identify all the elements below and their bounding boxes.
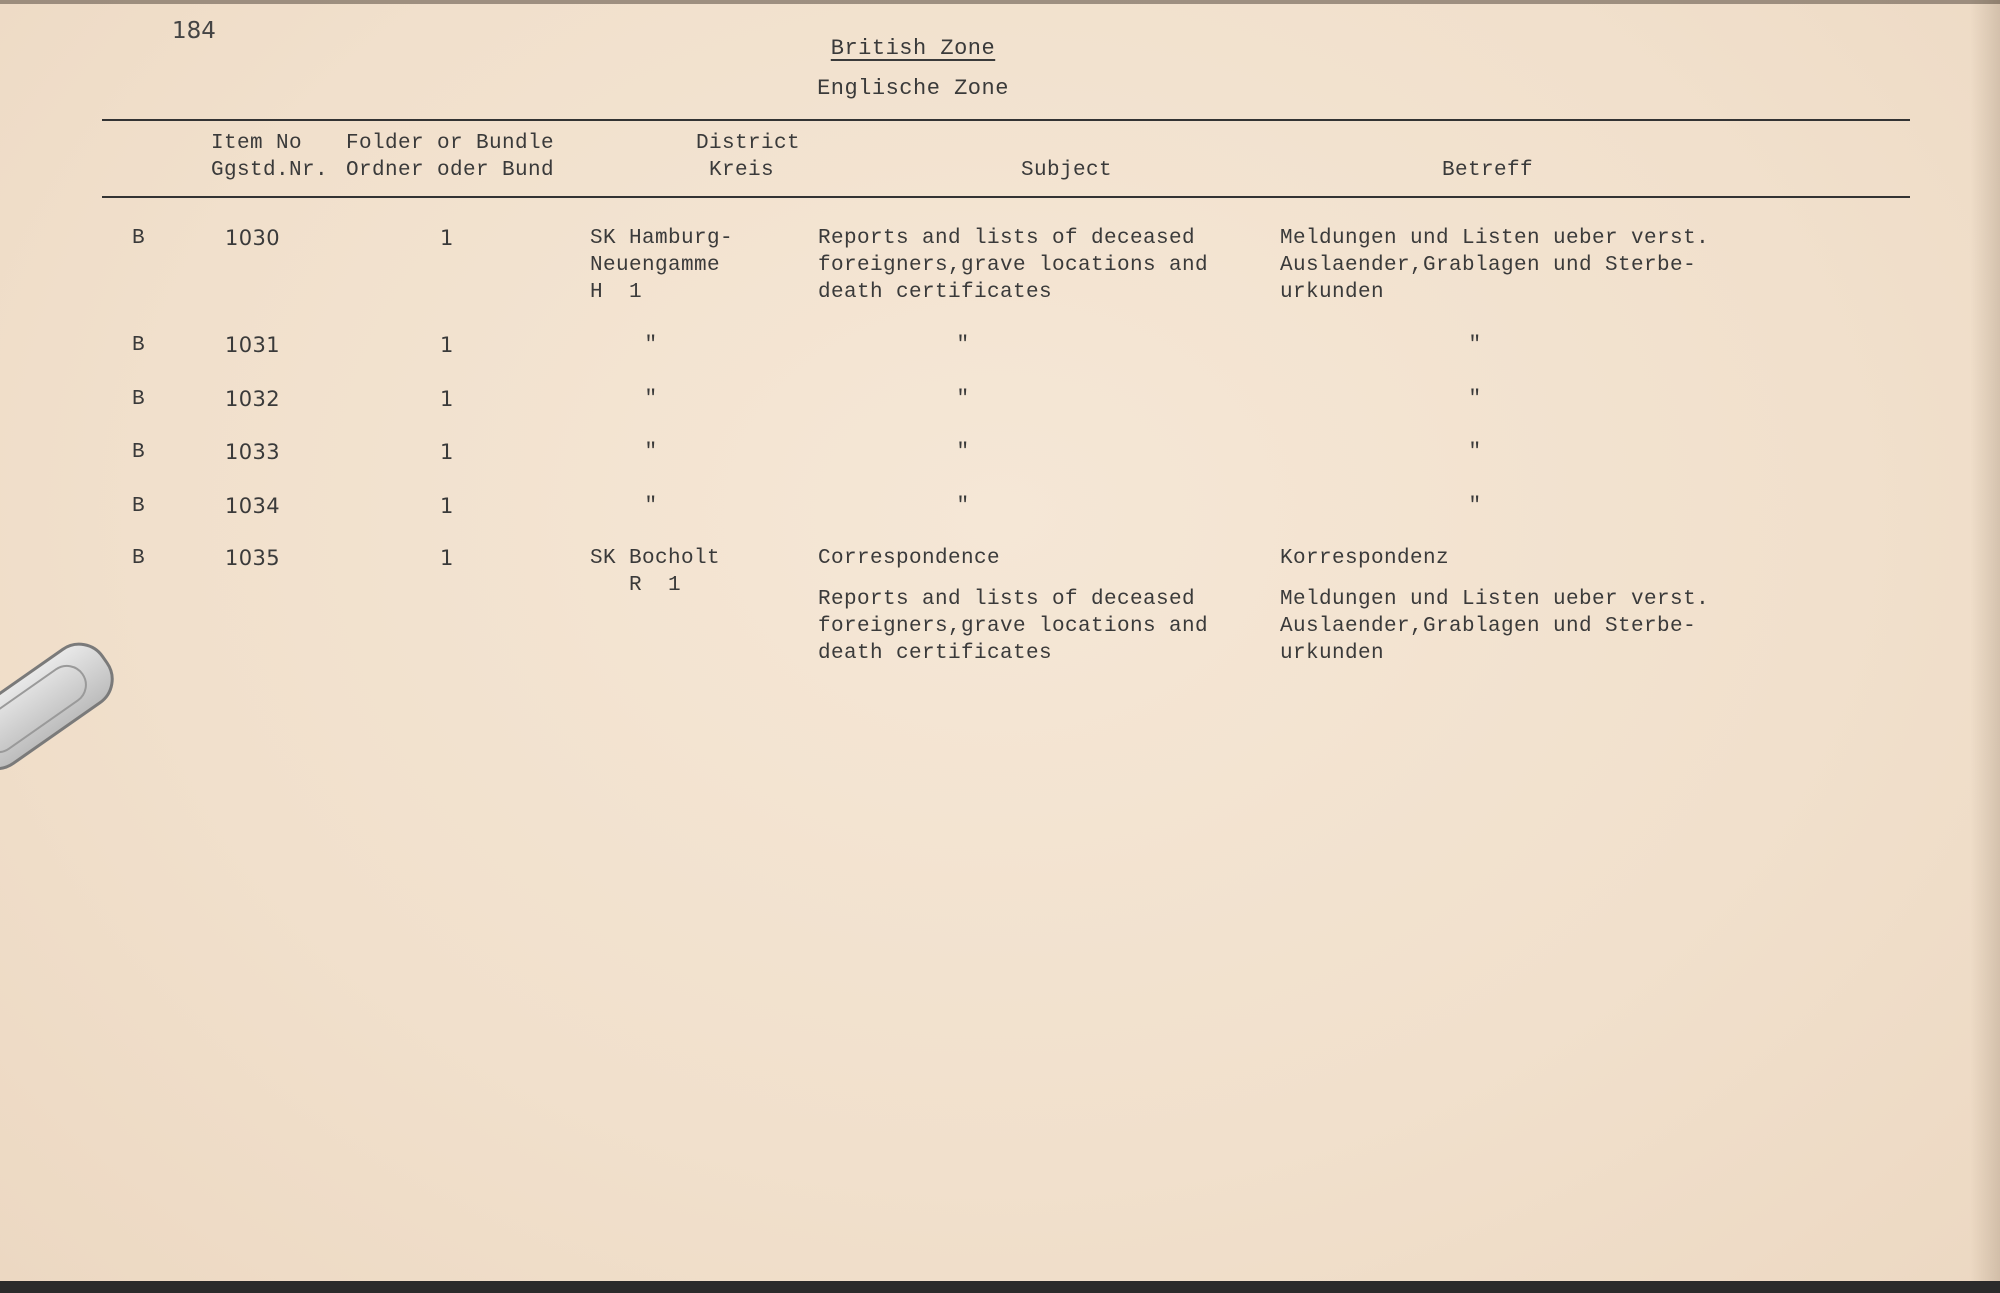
row-folder: 1 bbox=[440, 387, 454, 411]
title-german: Englische Zone bbox=[817, 76, 1009, 101]
row-folder: 1 bbox=[440, 440, 454, 464]
title-english bbox=[0, 36, 1826, 61]
row-prefix: B bbox=[132, 227, 146, 250]
row-item-no: 1030 bbox=[225, 226, 281, 250]
row-district-ditto: " bbox=[644, 495, 658, 518]
header-item-no: Item No Ggstd.Nr. bbox=[211, 132, 329, 182]
row-prefix: B bbox=[132, 334, 146, 357]
row-district: SK Hamburg- Neuengamme H 1 bbox=[590, 227, 734, 304]
page-number: 184 bbox=[172, 18, 216, 44]
row-prefix: B bbox=[132, 547, 146, 570]
row-item-no: 1034 bbox=[225, 494, 281, 518]
row-item-no: 1031 bbox=[225, 333, 281, 357]
row-folder: 1 bbox=[440, 333, 454, 357]
row-district: SK Bocholt R 1 bbox=[590, 547, 721, 597]
row-item-no: 1033 bbox=[225, 440, 281, 464]
row-betreff: Korrespondenz bbox=[1280, 547, 1450, 570]
row-folder: 1 bbox=[440, 494, 454, 518]
row-district-ditto: " bbox=[644, 388, 658, 411]
row-betreff-secondary: Meldungen und Listen ueber verst. Auslaender,Grablagen und Sterbe- urkunden bbox=[1280, 588, 1710, 665]
row-folder: 1 bbox=[440, 226, 454, 250]
row-subject-ditto: " bbox=[956, 495, 970, 518]
row-subject-ditto: " bbox=[956, 441, 970, 464]
row-betreff-ditto: " bbox=[1468, 495, 1482, 518]
row-folder: 1 bbox=[440, 546, 454, 570]
row-subject: Reports and lists of deceased foreigners,grave locations and death certificates bbox=[818, 227, 1209, 304]
row-betreff-ditto: " bbox=[1468, 334, 1482, 357]
row-prefix: B bbox=[132, 495, 146, 518]
row-prefix: B bbox=[132, 388, 146, 411]
header-betreff: Betreff bbox=[1442, 159, 1534, 182]
row-subject-secondary: Reports and lists of deceased foreigners,grave locations and death certificates bbox=[818, 588, 1209, 665]
row-item-no: 1035 bbox=[225, 546, 281, 570]
title-english-text: British Zone bbox=[830, 36, 996, 61]
row-district-ditto: " bbox=[644, 441, 658, 464]
row-subject-ditto: " bbox=[956, 334, 970, 357]
row-subject: Correspondence bbox=[818, 547, 1001, 570]
header-folder: Folder or Bundle Ordner oder Bund bbox=[346, 132, 555, 182]
row-item-no: 1032 bbox=[225, 387, 281, 411]
header-top-rule bbox=[102, 119, 1910, 121]
page-bottom-edge bbox=[0, 1281, 2000, 1293]
page-right-shadow bbox=[1970, 0, 2000, 1293]
header-district: District Kreis bbox=[696, 132, 801, 182]
header-bottom-rule bbox=[102, 196, 1910, 198]
row-betreff-ditto: " bbox=[1468, 441, 1482, 464]
row-district-ditto: " bbox=[644, 334, 658, 357]
row-prefix: B bbox=[132, 441, 146, 464]
row-betreff: Meldungen und Listen ueber verst. Auslaender,Grablagen und Sterbe- urkunden bbox=[1280, 227, 1710, 304]
page-top-edge bbox=[0, 0, 2000, 4]
row-betreff-ditto: " bbox=[1468, 388, 1482, 411]
header-subject: Subject bbox=[1021, 159, 1113, 182]
row-subject-ditto: " bbox=[956, 388, 970, 411]
